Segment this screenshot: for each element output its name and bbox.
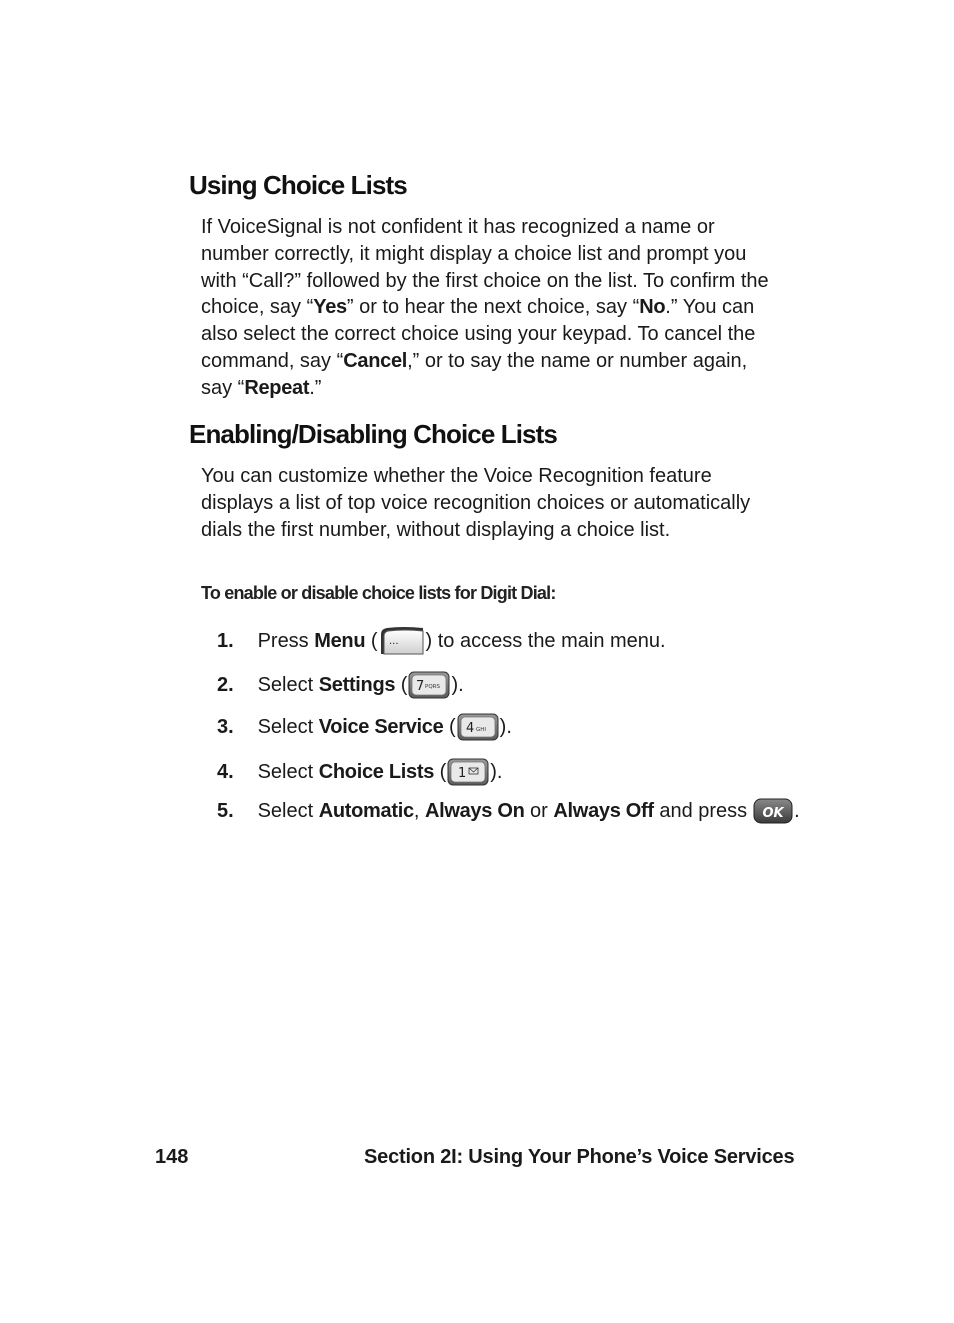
step-text: ). [499, 716, 512, 738]
command-yes: Yes [313, 296, 347, 319]
section-heading-enabling-disabling: Enabling/Disabling Choice Lists [189, 419, 557, 449]
step-text: Press [257, 630, 315, 652]
step-text: Select [257, 674, 319, 696]
step-number: 1. [217, 630, 234, 652]
command-repeat: Repeat [244, 376, 310, 399]
step-number: 3. [217, 716, 234, 738]
step-number: 5. [217, 800, 234, 822]
step-number: 2. [217, 674, 234, 696]
option-always-off: Always Off [553, 800, 654, 822]
step-2 [217, 671, 464, 699]
key-digit: 1 [458, 766, 467, 781]
command-no: No [639, 296, 666, 319]
step-1 [217, 626, 666, 656]
step-text: ( [434, 761, 447, 783]
7pqrs-key-icon [408, 671, 450, 699]
step-text: Select [257, 761, 319, 783]
step-text: ). [490, 761, 503, 783]
step-text: ( [443, 716, 456, 738]
step-4 [217, 758, 502, 786]
step-text: Select [257, 716, 319, 738]
step-text: Select [257, 800, 319, 822]
key-letters: PQRS [425, 684, 441, 690]
step-text: ). [451, 674, 464, 696]
key-digit: 4 [465, 721, 474, 736]
section-heading-using-choice-lists: Using Choice Lists [189, 170, 407, 200]
choice-lists-label: Choice Lists [318, 761, 435, 783]
option-automatic: Automatic [318, 800, 414, 822]
key-letters: GHI [475, 727, 486, 733]
step-text: . [794, 800, 800, 822]
step-text: ( [395, 674, 408, 696]
text-run: .” You can also select the correct choice using your keypad. To cancel the command, say “ [201, 296, 756, 372]
text-run: .” [309, 376, 322, 399]
step-text: ( [365, 630, 378, 652]
menu-key-icon [379, 626, 425, 656]
paragraph-enabling-disabling: You can customize whether the Voice Recognition feature displays a list of top voice recognition choices or automatically dials the first number, without displaying a choice list. [201, 465, 751, 541]
step-text: and press [653, 800, 748, 822]
step-3 [217, 713, 512, 741]
option-always-on: Always On [424, 800, 525, 822]
step-text: or [524, 800, 554, 822]
paragraph-using-choice-lists [201, 214, 781, 402]
text-run: If VoiceSignal is not confident it has recognized a name or number correctly, it might display a choice list and prompt you with “Call?” followed by the first choice on the list. To confirm the choice, say “ [201, 216, 769, 319]
menu-label: Menu [314, 630, 366, 652]
step-text: ) to access the main menu. [425, 630, 666, 652]
command-cancel: Cancel [343, 349, 408, 372]
step-number: 4. [217, 761, 234, 783]
1-key-icon [447, 758, 489, 786]
4ghi-key-icon [457, 713, 499, 741]
text-run: ” or to hear the next choice, say “ [346, 296, 640, 319]
ok-label: OK [762, 806, 784, 821]
ok-key-icon [753, 797, 793, 825]
voice-service-label: Voice Service [318, 716, 444, 738]
key-digit: 7 [416, 679, 425, 694]
text-run: ,” or to say the name or number again, say “ [201, 349, 748, 399]
step-text: , [413, 800, 425, 822]
procedure-lead: To enable or disable choice lists for Digit Dial: [201, 583, 556, 603]
svg-text:...: ... [388, 636, 399, 647]
footer-section-title: Section 2I: Using Your Phone’s Voice Services [364, 1146, 795, 1168]
page-number: 148 [155, 1146, 189, 1168]
step-5 [217, 797, 800, 825]
settings-label: Settings [318, 674, 396, 696]
